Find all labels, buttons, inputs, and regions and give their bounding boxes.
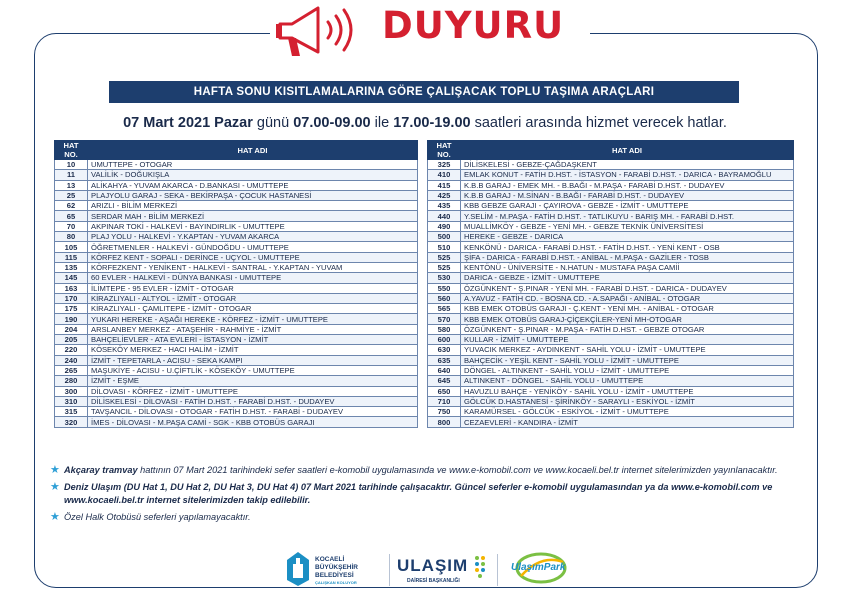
table-row	[55, 293, 418, 303]
table-row	[428, 345, 794, 355]
column-header-no: HAT NO.	[428, 141, 461, 160]
table-row	[428, 376, 794, 386]
column-header-no: HAT NO.	[55, 141, 88, 160]
route-name: Y.SELİM - M.PAŞA - FATİH D.HST. - TATLIKUYU - BARIŞ MH. - FARABİ D.HST.	[461, 211, 794, 221]
banner: HAFTA SONU KISITLAMALARINA GÖRE ÇALIŞACAK TOPLU TAŞIMA ARAÇLARI	[109, 81, 739, 103]
header	[270, 0, 590, 62]
route-name: ARSLANBEY MERKEZ - ATAŞEHİR - RAHMİYE - İZMİT	[88, 324, 418, 334]
route-name: YUKARI HEREKE - AŞAĞI HEREKE - KÖRFEZ - İZMİT - UMUTTEPE	[88, 314, 418, 324]
table-row	[428, 170, 794, 180]
table-row	[55, 221, 418, 231]
route-number: 25	[55, 190, 88, 200]
route-name: KULLAR - İZMİT - UMUTTEPE	[461, 335, 794, 345]
note-sea-text: Deniz Ulaşım (DU Hat 1, DU Hat 2, DU Hat 3, DU Hat 4) 07 Mart 2021 tarihinde çalışacaktır. Güncel seferler e-komobil uygulamasından ya da www.e-komobil.com ve www.kocaeli.bel.tr internet sitelerimizden takip edilebilir.	[64, 482, 773, 505]
column-header-name: HAT ADI	[88, 141, 418, 160]
kocaeli-line3: BELEDİYESİ	[315, 572, 354, 579]
ulasim-logo	[393, 548, 493, 592]
table-row	[428, 407, 794, 417]
route-name: ŞİFA - DARICA - FARABİ D.HST. - ANİBAL - M.PAŞA - GAZİLER - TOSB	[461, 252, 794, 262]
table-row	[428, 304, 794, 314]
route-number: 565	[428, 304, 461, 314]
route-name: KARAMÜRSEL - GÖLCÜK - ESKİYOL - İZMİT - UMUTTEPE	[461, 407, 794, 417]
route-name: VALİLİK - DOĞUKIŞLA	[88, 170, 418, 180]
route-number: 145	[55, 273, 88, 283]
note-private-bus	[50, 511, 780, 524]
star-icon: ★	[50, 481, 60, 493]
table-row	[428, 242, 794, 252]
route-number: 62	[55, 201, 88, 211]
route-name: YUVACIK MERKEZ - AYDINKENT - SAHİL YOLU - İZMİT - UMUTTEPE	[461, 345, 794, 355]
route-name: BAHÇELİEVLER - ATA EVLERİ - İSTASYON - İZMİT	[88, 335, 418, 345]
route-name: GÖLCÜK D.HASTANESİ - ŞİRİNKÖY - SARAYLI - ESKİYOL - İZMİT	[461, 396, 794, 406]
route-number: 570	[428, 314, 461, 324]
table-row	[55, 417, 418, 427]
table-row	[55, 365, 418, 375]
table-row	[55, 324, 418, 334]
table-row	[428, 190, 794, 200]
table-row	[428, 417, 794, 427]
route-name: ÖĞRETMENLER - HALKEVİ - GÜNDOĞDU - UMUTTEPE	[88, 242, 418, 252]
route-name: KİRAZLIYALI - ALTYOL - İZMİT - OTOGAR	[88, 293, 418, 303]
route-name: ÖZGÜNKENT - Ş.PINAR - YENİ MH. - FARABİ D.HST. - DARICA - DUDAYEV	[461, 283, 794, 293]
route-number: 135	[55, 262, 88, 272]
ulasim-dots-icon	[473, 554, 489, 580]
table-row	[55, 355, 418, 365]
subtitle-text-3: saatleri arasında hizmet verecek hatlar.	[470, 115, 727, 131]
route-name: İLİMTEPE - 95 EVLER - İZMİT - OTOGAR	[88, 283, 418, 293]
table-row	[428, 386, 794, 396]
route-name: DİLİSKELESİ - GEBZE-ÇAĞDAŞKENT	[461, 160, 794, 170]
route-name: AKPINAR TOKİ - HALKEVİ - BAYINDIRLIK - UMUTTEPE	[88, 221, 418, 231]
subtitle	[0, 115, 850, 131]
table-row	[55, 407, 418, 417]
route-name: BAHÇECİK - YEŞİL KENT - SAHİL YOLU - İZMİT - UMUTTEPE	[461, 355, 794, 365]
route-name: DİLİSKELESİ - DİLOVASI - FATİH D.HST. - FARABİ D.HST. - DUDAYEV	[88, 396, 418, 406]
route-name: SERDAR MAH - BİLİM MERKEZİ	[88, 211, 418, 221]
route-number: 550	[428, 283, 461, 293]
route-name: UMUTTEPE - OTOGAR	[88, 160, 418, 170]
table-row	[55, 386, 418, 396]
route-number: 265	[55, 365, 88, 375]
route-number: 220	[55, 345, 88, 355]
route-number: 65	[55, 211, 88, 221]
route-number: 205	[55, 335, 88, 345]
route-name: HAVUZLU BAHÇE - YENİKÖY - SAHİL YOLU - İZMİT - UMUTTEPE	[461, 386, 794, 396]
table-row	[428, 283, 794, 293]
table-row	[55, 211, 418, 221]
divider	[389, 554, 390, 586]
route-name: KÖSEKÖY MERKEZ - HACI HALİM - İZMİT	[88, 345, 418, 355]
route-number: 630	[428, 345, 461, 355]
route-name: EMLAK KONUT - FATİH D.HST. - İSTASYON - FARABİ D.HST. - DARICA - BAYRAMOĞLU	[461, 170, 794, 180]
route-number: 600	[428, 335, 461, 345]
route-number: 240	[55, 355, 88, 365]
route-number: 525	[428, 252, 461, 262]
route-name: ALTINKENT - DÖNGEL - SAHİL YOLU - UMUTTEPE	[461, 376, 794, 386]
route-number: 325	[428, 160, 461, 170]
route-name: KÖRFEZ KENT - SOPALI - DERİNCE - UÇYOL - UMUTTEPE	[88, 252, 418, 262]
route-name: A.YAVUZ - FATİH CD. - BOSNA CD. - A.SAPAĞI - ANİBAL - OTOGAR	[461, 293, 794, 303]
route-name: KENTÖNÜ - ÜNİVERSİTE - N.HATUN - MUSTAFA PAŞA CAMİİ	[461, 262, 794, 272]
route-number: 10	[55, 160, 88, 170]
table-row	[428, 252, 794, 262]
subtitle-date: 07 Mart 2021 Pazar	[123, 115, 253, 131]
route-name: KBB EMEK OTOBÜS GARAJ-ÇİÇEKÇİLER-YENİ MH-OTOGAR	[461, 314, 794, 324]
route-number: 525	[428, 262, 461, 272]
route-number: 500	[428, 232, 461, 242]
note-sea	[50, 481, 780, 507]
route-name: KENKÖNÜ - DARICA - FARABİ D.HST. - FATİH D.HST. - YENİ KENT - OSB	[461, 242, 794, 252]
route-number: 490	[428, 221, 461, 231]
route-number: 310	[55, 396, 88, 406]
kocaeli-logo	[285, 548, 385, 592]
route-table-left	[54, 140, 418, 428]
route-name: İMES - DİLOVASI - M.PAŞA CAMİ - SGK - KBB OTOBÜS GARAJI	[88, 417, 418, 427]
route-number: 415	[428, 180, 461, 190]
route-number: 70	[55, 221, 88, 231]
route-number: 800	[428, 417, 461, 427]
table-row	[428, 201, 794, 211]
route-number: 410	[428, 170, 461, 180]
route-number: 710	[428, 396, 461, 406]
note-tram	[50, 464, 780, 477]
route-number: 640	[428, 365, 461, 375]
note-private-bus-text: Özel Halk Otobüsü seferleri yapılamayacaktır.	[64, 512, 251, 522]
table-row	[428, 160, 794, 170]
route-number: 280	[55, 376, 88, 386]
table-row	[428, 262, 794, 272]
table-row	[428, 396, 794, 406]
table-row	[55, 283, 418, 293]
route-name: İZMİT - EŞME	[88, 376, 418, 386]
kocaeli-line4: ÇALIŞKAN KOLUYOR	[315, 580, 357, 585]
route-name: İZMİT - TEPETARLA - ACISU - SEKA KAMPI	[88, 355, 418, 365]
route-name: MUALLİMKÖY - GEBZE - YENİ MH. - GEBZE TEKNİK ÜNİVERSİTESİ	[461, 221, 794, 231]
route-number: 300	[55, 386, 88, 396]
table-row	[55, 170, 418, 180]
route-number: 170	[55, 293, 88, 303]
star-icon: ★	[50, 464, 60, 476]
ulasim-title: ULAŞIM	[397, 556, 469, 575]
table-row	[55, 376, 418, 386]
subtitle-text-2: ile	[370, 115, 394, 131]
route-number: 510	[428, 242, 461, 252]
route-number: 175	[55, 304, 88, 314]
star-icon: ★	[50, 511, 60, 523]
table-row	[55, 273, 418, 283]
route-name: KBB GEBZE GARAJI - ÇAYIROVA - GEBZE - İZMİT - UMUTTEPE	[461, 201, 794, 211]
table-row	[428, 355, 794, 365]
route-number: 635	[428, 355, 461, 365]
route-number: 440	[428, 211, 461, 221]
route-number: 13	[55, 180, 88, 190]
table-row	[55, 160, 418, 170]
route-name: KİRAZLIYALI - ÇAMLITEPE - İZMİT - OTOGAR	[88, 304, 418, 314]
route-number: 645	[428, 376, 461, 386]
route-name: K.B.B GARAJ - EMEK MH. - B.BAĞI - M.PAŞA - FARABİ D.HST. - DUDAYEV	[461, 180, 794, 190]
route-number: 115	[55, 252, 88, 262]
kocaeli-line2: BÜYÜKŞEHİR	[315, 564, 358, 571]
note-tram-lead: Akçaray tramvay	[64, 465, 138, 475]
route-name: ÖZGÜNKENT - Ş.PINAR - M.PAŞA - FATİH D.HST. - GEBZE OTOGAR	[461, 324, 794, 334]
route-name: DARICA - GEBZE - İZMİT - UMUTTEPE	[461, 273, 794, 283]
table-row	[428, 232, 794, 242]
route-number: 530	[428, 273, 461, 283]
column-header-name: HAT ADI	[461, 141, 794, 160]
route-number: 190	[55, 314, 88, 324]
route-name: PLAJYOLU GARAJ - SEKA - BEKİRPAŞA - ÇOCUK HASTANESİ	[88, 190, 418, 200]
route-number: 80	[55, 232, 88, 242]
kocaeli-emblem-icon	[285, 550, 311, 588]
route-number: 11	[55, 170, 88, 180]
route-name: MAŞUKİYE - ACISU - U.ÇİFTLİK - KÖSEKÖY - UMUTTEPE	[88, 365, 418, 375]
table-row	[55, 262, 418, 272]
route-name: K.B.B GARAJ - M.SİNAN - B.BAĞI - FARABİ D.HST. - DUDAYEV	[461, 190, 794, 200]
table-row	[55, 304, 418, 314]
route-number: 320	[55, 417, 88, 427]
table-row	[428, 335, 794, 345]
route-number: 560	[428, 293, 461, 303]
table-row	[55, 335, 418, 345]
notes	[50, 464, 780, 528]
route-number: 163	[55, 283, 88, 293]
route-name: PLAJ YOLU - HALKEVİ - Y.KAPTAN - YUVAM AKARCA	[88, 232, 418, 242]
route-table-right	[427, 140, 794, 428]
route-name: KBB EMEK OTOBÜS GARAJI - Ç.KENT - YENİ MH. - ANİBAL - OTOGAR	[461, 304, 794, 314]
route-name: DİLOVASI - KÖRFEZ - İZMİT - UMUTTEPE	[88, 386, 418, 396]
subtitle-time-1: 07.00-09.00	[293, 115, 371, 131]
route-number: 425	[428, 190, 461, 200]
ulasimpark-title: UlaşımPark	[511, 562, 566, 573]
table-row	[55, 201, 418, 211]
route-number: 650	[428, 386, 461, 396]
route-number: 204	[55, 324, 88, 334]
route-name: ARIZLI - BİLİM MERKEZİ	[88, 201, 418, 211]
table-row	[55, 242, 418, 252]
route-number: 580	[428, 324, 461, 334]
table-row	[55, 232, 418, 242]
table-row	[55, 252, 418, 262]
table-row	[428, 314, 794, 324]
table-row	[428, 211, 794, 221]
subtitle-time-2: 17.00-19.00	[393, 115, 471, 131]
table-row	[428, 365, 794, 375]
route-number: 750	[428, 407, 461, 417]
ulasimpark-logo	[501, 548, 585, 592]
table-row	[55, 314, 418, 324]
route-name: CEZAEVLERİ - KANDIRA - İZMİT	[461, 417, 794, 427]
route-name: HEREKE - GEBZE - DARICA	[461, 232, 794, 242]
footer-logos	[285, 548, 585, 592]
divider	[497, 554, 498, 586]
route-number: 435	[428, 201, 461, 211]
route-name: ALİKAHYA - YUVAM AKARCA - D.BANKASI - UMUTTEPE	[88, 180, 418, 190]
table-row	[428, 221, 794, 231]
table-row	[55, 396, 418, 406]
route-number: 105	[55, 242, 88, 252]
route-name: 60 EVLER - HALKEVİ - DÜNYA BANKASI - UMUTTEPE	[88, 273, 418, 283]
note-tram-text: hattının 07 Mart 2021 tarihindeki sefer saatleri e-komobil uygulamasında ve www.e-komobil.com ve www.kocaeli.bel.tr internet sitelerimizden yayınlanacaktır.	[137, 465, 778, 475]
ulasim-subtitle: DAİRESİ BAŞKANLIĞI	[407, 578, 460, 584]
table-row	[55, 345, 418, 355]
route-name: KÖRFEZKENT - YENİKENT - HALKEVİ - SANTRAL - Y.KAPTAN - YUVAM	[88, 262, 418, 272]
table-row	[428, 273, 794, 283]
table-row	[428, 293, 794, 303]
route-name: TAVŞANCIL - DİLOVASI - OTOGAR - FATİH D.HST. - FARABİ - DUDAYEV	[88, 407, 418, 417]
page-title: DUYURU	[382, 4, 565, 47]
kocaeli-line1: KOCAELİ	[315, 556, 345, 563]
megaphone-icon	[270, 2, 360, 62]
table-row	[55, 180, 418, 190]
table-row	[55, 190, 418, 200]
route-number: 315	[55, 407, 88, 417]
table-row	[428, 324, 794, 334]
route-name: DÖNGEL - ALTINKENT - SAHİL YOLU - İZMİT - UMUTTEPE	[461, 365, 794, 375]
table-row	[428, 180, 794, 190]
subtitle-text-1: günü	[252, 115, 294, 131]
